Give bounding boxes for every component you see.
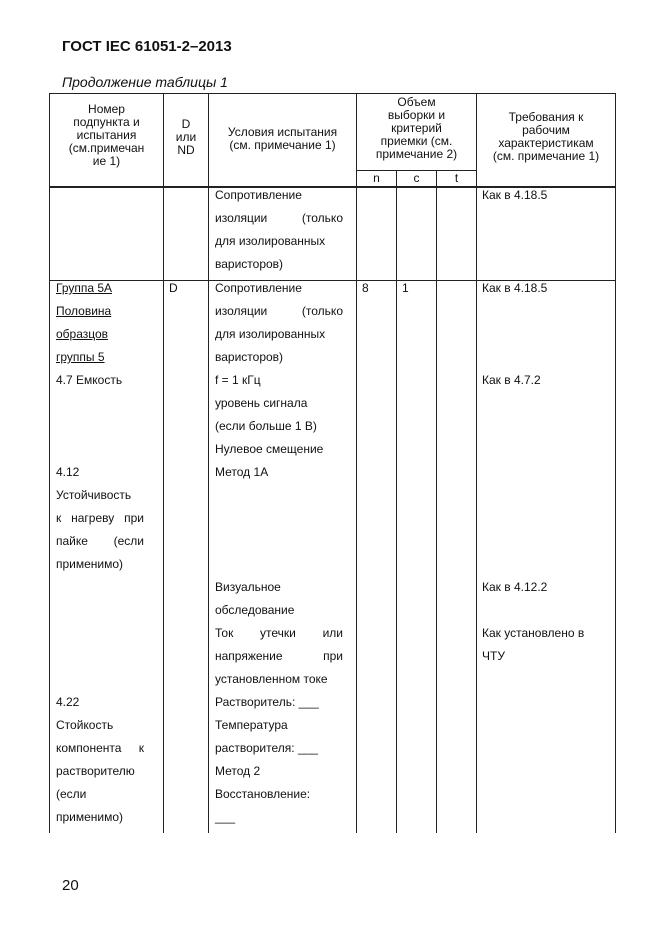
col-divider-2 bbox=[208, 93, 209, 833]
table-left-border bbox=[49, 93, 50, 833]
cell-line: (если больше 1 В) bbox=[215, 419, 317, 433]
cell-line: Сопротивление bbox=[215, 281, 302, 295]
group5a-n: 8 bbox=[362, 281, 369, 295]
cell-line bbox=[56, 507, 144, 530]
page-number: 20 bbox=[62, 877, 79, 894]
table-top-border bbox=[49, 93, 615, 94]
group5a-label bbox=[56, 277, 112, 369]
cell-line: Как установлено в bbox=[482, 626, 585, 640]
solder-heat-item bbox=[56, 461, 144, 576]
cell-line bbox=[215, 300, 343, 323]
cell-word: (только bbox=[301, 211, 343, 225]
leakage-requirement bbox=[482, 622, 584, 668]
col-divider-1 bbox=[163, 93, 164, 833]
header-line: выборки и bbox=[387, 108, 446, 122]
cell-line bbox=[215, 645, 343, 668]
col-divider-4 bbox=[476, 93, 477, 833]
cell-line: Нулевое смещение bbox=[215, 442, 324, 456]
cell-word: при bbox=[323, 649, 343, 663]
cell-line: применимо) bbox=[56, 557, 124, 571]
header-line: (см.примечан bbox=[68, 141, 145, 155]
leakage-conditions bbox=[215, 622, 343, 691]
header-test-conditions bbox=[209, 126, 356, 152]
cell-line: уровень сигнала bbox=[215, 396, 308, 410]
header-line: (см. примечание 1) bbox=[492, 149, 600, 163]
header-line: примечание 2) bbox=[375, 147, 458, 161]
cell-word: Ток bbox=[215, 626, 234, 640]
header-line: (см. примечание 1) bbox=[229, 138, 336, 152]
cell-word: (если bbox=[113, 534, 144, 548]
cell-word: пайке bbox=[56, 534, 88, 548]
header-line: ие 1) bbox=[92, 154, 121, 168]
cell-word: при bbox=[124, 511, 144, 525]
visual-requirement: Как в 4.12.2 bbox=[482, 580, 548, 594]
cell-word: (только bbox=[301, 304, 343, 318]
cell-line: Сопротивление bbox=[215, 188, 302, 202]
cell-line: Растворитель: ___ bbox=[215, 695, 319, 709]
cell-line: 4.12 bbox=[56, 465, 80, 479]
header-c: c bbox=[413, 171, 420, 185]
header-line: ND bbox=[177, 143, 195, 157]
cell-word: или bbox=[322, 626, 343, 640]
group5a-d: D bbox=[169, 281, 178, 295]
solvent-conditions bbox=[215, 691, 319, 829]
cell-line: Метод 2 bbox=[215, 764, 261, 778]
cell-line: для изолированных bbox=[215, 234, 326, 248]
col-divider-c-t bbox=[436, 170, 437, 833]
header-d-nd bbox=[164, 118, 208, 157]
table-caption: Продолжение таблицы 1 bbox=[62, 74, 228, 90]
row1-requirement: Как в 4.18.5 bbox=[482, 188, 548, 202]
cell-line: ___ bbox=[215, 810, 236, 824]
cell-line: 4.22 bbox=[56, 695, 80, 709]
header-line: критерий bbox=[391, 121, 442, 135]
solvent-item bbox=[56, 691, 144, 829]
cell-line: Температура bbox=[215, 718, 288, 732]
header-line: Объем bbox=[397, 95, 436, 109]
cell-line: обследование bbox=[215, 603, 295, 617]
cell-word: к bbox=[138, 741, 144, 755]
header-line: Условия испытания bbox=[227, 125, 338, 139]
capacitance-requirement: Как в 4.7.2 bbox=[482, 373, 541, 387]
cell-line: Восстановление: bbox=[215, 787, 311, 801]
header-n: n bbox=[373, 171, 380, 185]
header-requirements bbox=[477, 111, 615, 163]
cell-word: к bbox=[56, 511, 62, 525]
capacitance-item: 4.7 Емкость bbox=[56, 373, 123, 387]
col-divider-n-c bbox=[396, 170, 397, 833]
row1-conditions bbox=[215, 184, 343, 276]
cell-line bbox=[215, 207, 343, 230]
cell-line: Устойчивость bbox=[56, 488, 132, 502]
header-line: подпункта и bbox=[73, 115, 140, 129]
header-line: D bbox=[181, 117, 191, 131]
cell-line: Половина bbox=[56, 304, 112, 318]
header-line: приемки (см. bbox=[380, 134, 453, 148]
cell-line bbox=[56, 530, 144, 553]
cell-line: применимо) bbox=[56, 810, 124, 824]
cell-line: (если bbox=[56, 787, 87, 801]
cell-line: Группа 5А bbox=[56, 281, 113, 295]
document-title: ГОСТ IEC 61051-2–2013 bbox=[62, 38, 232, 55]
group5a-requirement: Как в 4.18.5 bbox=[482, 281, 548, 295]
cell-word: изоляции bbox=[215, 304, 268, 318]
header-item-number bbox=[50, 103, 163, 168]
group5a-conditions bbox=[215, 277, 343, 369]
cell-line bbox=[215, 622, 343, 645]
cell-word: напряжение bbox=[215, 649, 283, 663]
header-line: или bbox=[175, 130, 197, 144]
cell-line: образцов bbox=[56, 327, 109, 341]
header-line: Требования к bbox=[508, 110, 584, 124]
cell-line: для изолированных bbox=[215, 327, 326, 341]
cell-line: Визуальное bbox=[215, 580, 281, 594]
header-t: t bbox=[454, 171, 459, 185]
cell-line: варисторов) bbox=[215, 350, 284, 364]
cell-line: варисторов) bbox=[215, 257, 284, 271]
table-right-border bbox=[615, 93, 616, 833]
cell-line: ЧТУ bbox=[482, 649, 505, 663]
header-line: испытания bbox=[76, 128, 137, 142]
header-line: характеристикам bbox=[498, 136, 594, 150]
header-line: рабочим bbox=[522, 123, 570, 137]
cell-line: Метод 1А bbox=[215, 465, 269, 479]
visual-conditions bbox=[215, 576, 294, 622]
cell-line: растворителя: ___ bbox=[215, 741, 318, 755]
group5a-c: 1 bbox=[402, 281, 409, 295]
cell-word: компонента bbox=[56, 741, 122, 755]
col-divider-3 bbox=[356, 93, 357, 833]
cell-word: нагреву bbox=[71, 511, 115, 525]
header-line: Номер bbox=[88, 102, 125, 116]
cell-line bbox=[56, 737, 144, 760]
cell-line: растворителю bbox=[56, 764, 135, 778]
cell-word: изоляции bbox=[215, 211, 268, 225]
header-sample-size bbox=[357, 96, 476, 161]
cell-line: группы 5 bbox=[56, 350, 105, 364]
cell-line: f = 1 кГц bbox=[215, 373, 261, 387]
cell-word: утечки bbox=[260, 626, 296, 640]
capacitance-conditions bbox=[215, 369, 323, 484]
cell-line: Стойкость bbox=[56, 718, 114, 732]
cell-line: установленном токе bbox=[215, 672, 328, 686]
